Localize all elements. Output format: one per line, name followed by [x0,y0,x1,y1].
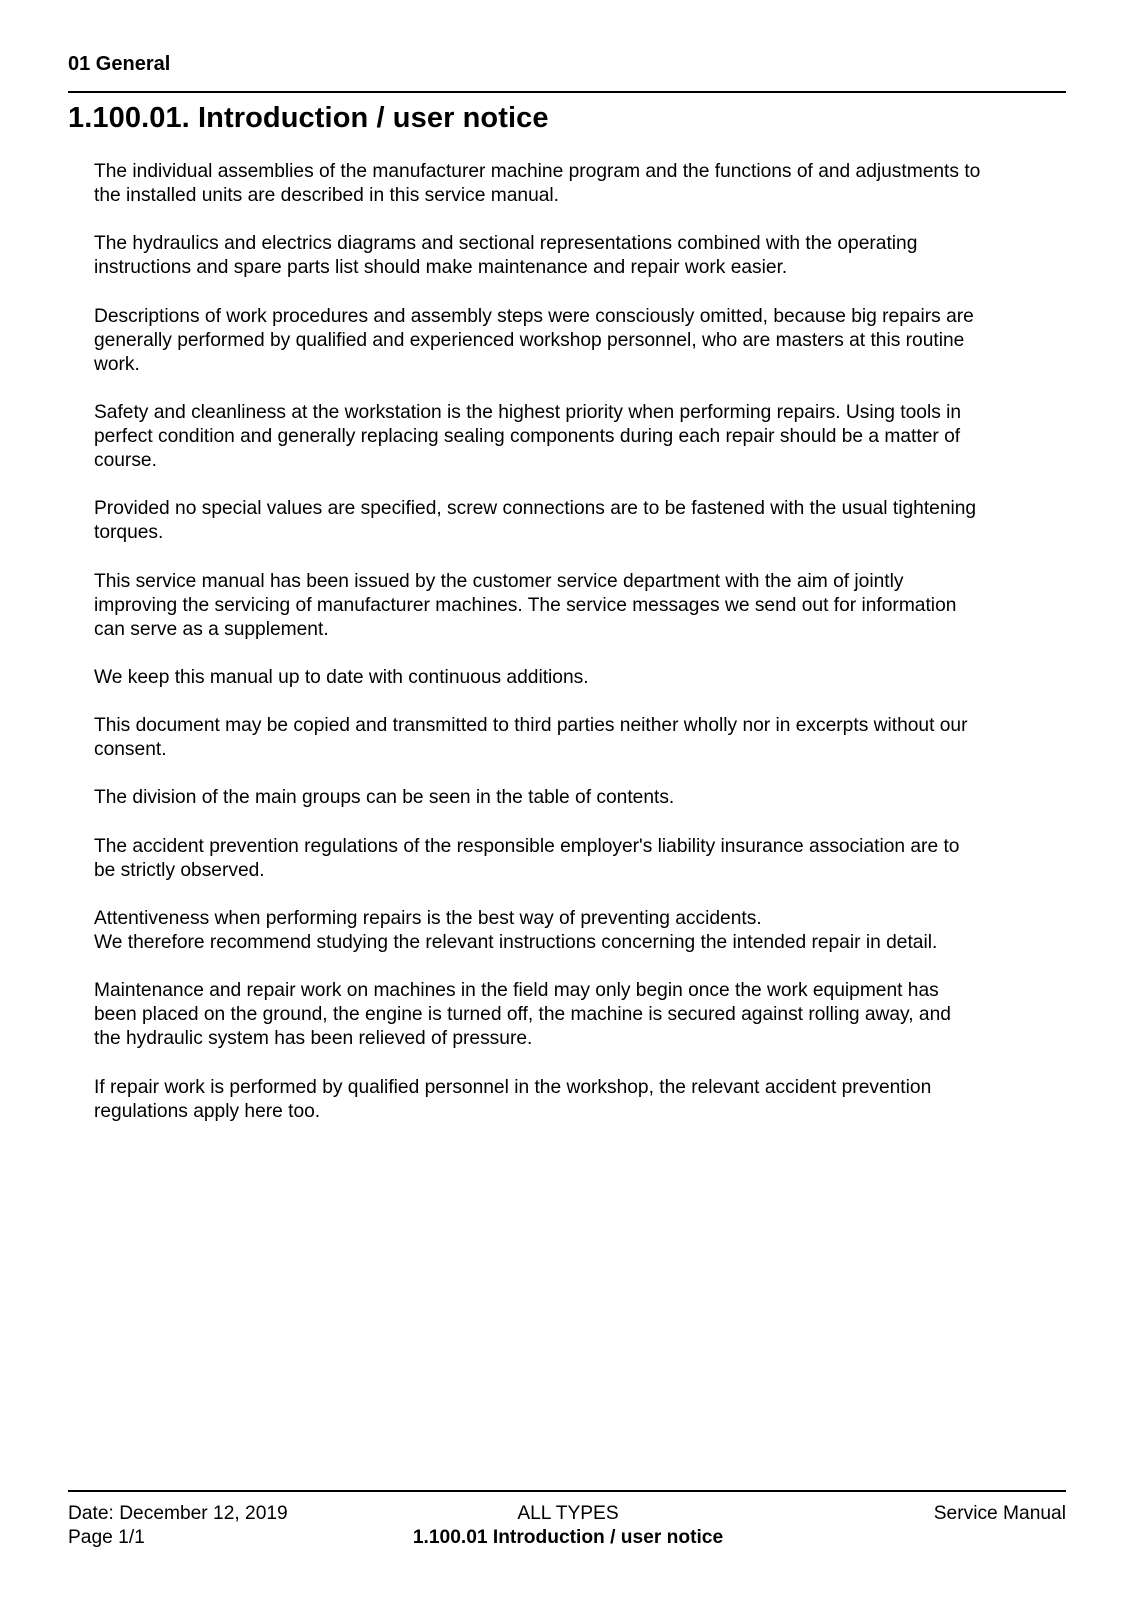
paragraph: The division of the main groups can be seen in the table of contents. [94,787,675,809]
paragraph: The individual assemblies of the manufacturer machine program and the functions of and adjustments to the installed units are described in this service manual. [94,161,981,207]
footer-date: Date: December 12, 2019 [68,1503,288,1524]
paragraph: We keep this manual up to date with continuous additions. [94,666,589,688]
footer-center [68,1502,1068,1550]
paragraph: The accident prevention regulations of the responsible employer's liability insurance association are to be strictly observed. [94,835,960,881]
footer-types: ALL TYPES [517,1503,619,1524]
paragraph: The hydraulics and electrics diagrams and sectional representations combined with the operating instructions and spare parts list should make maintenance and repair work easier. [94,233,918,279]
paragraph: Safety and cleanliness at the workstation is the highest priority when performing repairs. Using tools in perfect condition and generally replacing sealing components during each repair should be a matter of course. [94,401,962,472]
body-text [94,160,1066,1148]
footer-divider [68,1490,1066,1492]
paragraph: Attentiveness when performing repairs is the best way of preventing accidents. We therefore recommend studying the relevant instructions concerning the intended repair in detail. [94,907,938,953]
footer-manual-label: Service Manual [933,1503,1066,1524]
header-divider [68,91,1066,93]
footer-doc-title: 1.100.01 Introduction / user notice [412,1527,724,1548]
footer-right [934,1502,1066,1526]
paragraph: Maintenance and repair work on machines in the field may only begin once the work equipment has been placed on the ground, the engine is turned off, the machine is secured against rolling away, and the hydraulic system has been relieved of pressure. [94,980,951,1050]
chapter-label: 01 General [68,53,171,75]
section-title: 1.100.01. Introduction / user notice [68,102,549,134]
paragraph: Descriptions of work procedures and assembly steps were consciously omitted, because big repairs are generally performed by qualified and experienced workshop personnel, who are masters at this routine work. [94,305,974,375]
footer-page-number: Page 1/1 [68,1527,145,1548]
paragraph: Provided no special values are specified, screw connections are to be fastened with the usual tightening torques. [94,498,977,544]
paragraph: This document may be copied and transmitted to third parties neither wholly nor in excerpts without our consent. [94,715,968,761]
paragraph: If repair work is performed by qualified personnel in the workshop, the relevant accident prevention regulations apply here too. [94,1076,932,1122]
paragraph: This service manual has been issued by the customer service department with the aim of jointly improving the servicing of manufacturer machines. The service messages we send out for information can serve as a supplement. [94,570,957,640]
